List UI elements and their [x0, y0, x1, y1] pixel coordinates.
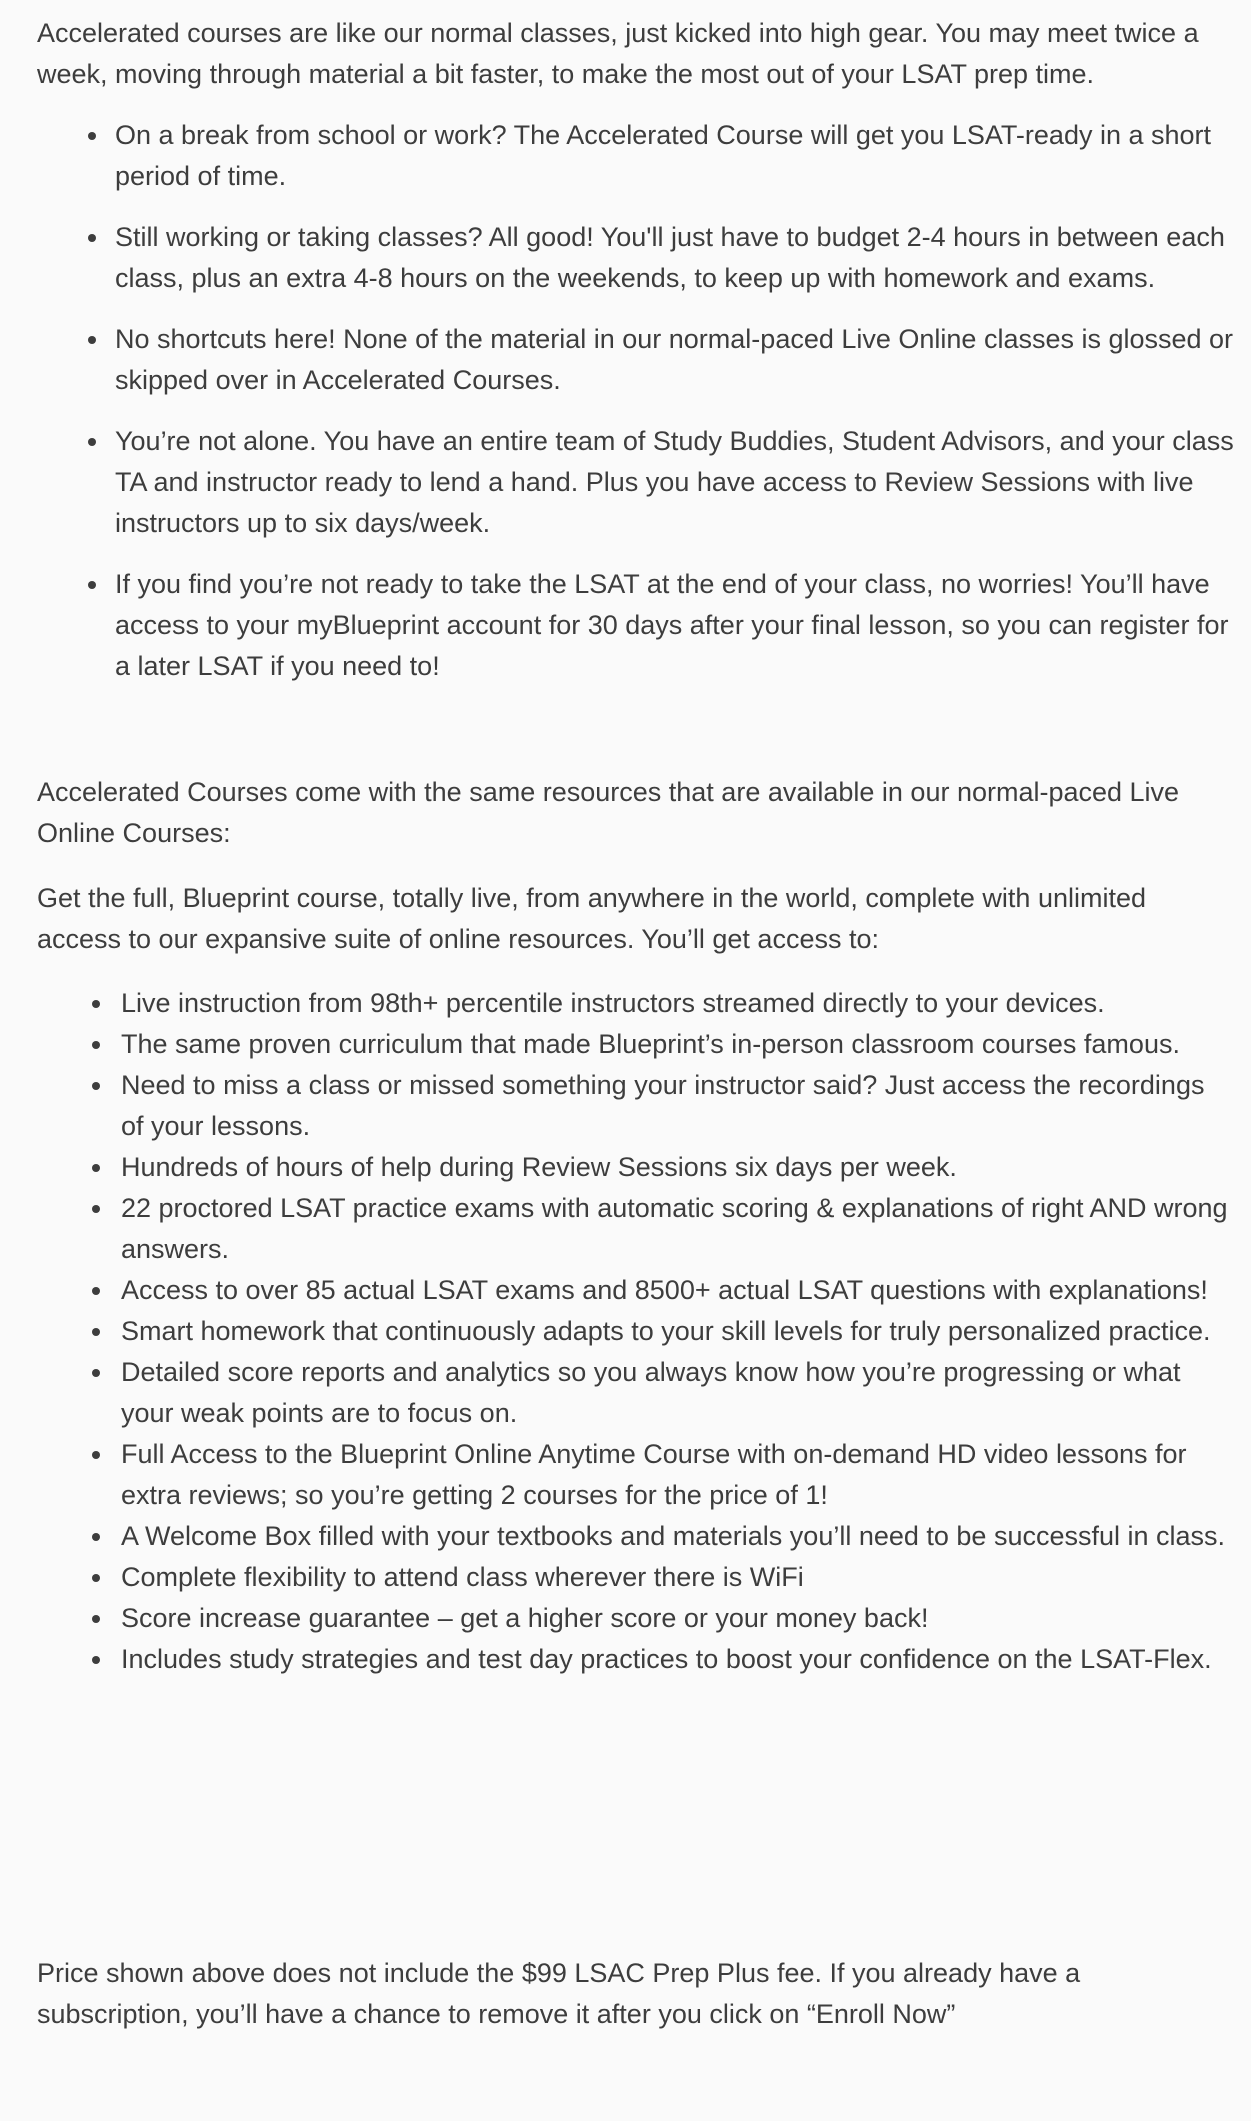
feature-item: A Welcome Box filled with your textbooks and materials you’ll need to be successful in class.	[121, 1516, 1231, 1557]
feature-item: Need to miss a class or missed something your instructor said? Just access the recordings of your lessons.	[121, 1065, 1231, 1147]
feature-item: Includes study strategies and test day practices to boost your confidence on the LSAT-Flex.	[121, 1639, 1231, 1680]
benefits-list	[115, 115, 1235, 707]
feature-item: Smart homework that continuously adapts to your skill levels for truly personalized practice.	[121, 1311, 1231, 1352]
feature-item: Live instruction from 98th+ percentile instructors streamed directly to your devices.	[121, 983, 1231, 1024]
feature-item: The same proven curriculum that made Blueprint’s in-person classroom courses famous.	[121, 1024, 1231, 1065]
feature-item: Score increase guarantee – get a higher score or your money back!	[121, 1598, 1231, 1639]
benefit-item: Still working or taking classes? All good! You'll just have to budget 2-4 hours in between each class, plus an extra 4-8 hours on the weekends, to keep up with homework and exams.	[115, 217, 1235, 299]
feature-item: Full Access to the Blueprint Online Anytime Course with on-demand HD video lessons for extra reviews; so you’re getting 2 courses for the price of 1!	[121, 1434, 1231, 1516]
feature-item: Detailed score reports and analytics so you always know how you’re progressing or what your weak points are to focus on.	[121, 1352, 1231, 1434]
feature-item: Access to over 85 actual LSAT exams and 8500+ actual LSAT questions with explanations!	[121, 1270, 1231, 1311]
resources-paragraph: Accelerated Courses come with the same resources that are available in our normal-paced Live Online Courses:	[37, 777, 1180, 848]
feature-item: 22 proctored LSAT practice exams with automatic scoring & explanations of right AND wrong answers.	[121, 1188, 1231, 1270]
price-note-paragraph: Price shown above does not include the $99 LSAC Prep Plus fee. If you already have a subscription, you’ll have a chance to remove it after you click on “Enroll Now”	[37, 1958, 1081, 2029]
benefit-item: If you find you’re not ready to take the LSAT at the end of your class, no worries! You’ll have access to your myBlueprint account for 30 days after your final lesson, so you can register for a later LSAT if you need to!	[115, 564, 1235, 687]
feature-item: Hundreds of hours of help during Review Sessions six days per week.	[121, 1147, 1231, 1188]
intro-paragraph: Accelerated courses are like our normal classes, just kicked into high gear. You may meet twice a week, moving through material a bit faster, to make the most out of your LSAT prep time.	[37, 18, 1199, 89]
benefit-item: On a break from school or work? The Accelerated Course will get you LSAT-ready in a short period of time.	[115, 115, 1235, 197]
feature-item: Complete flexibility to attend class wherever there is WiFi	[121, 1557, 1231, 1598]
full-course-paragraph: Get the full, Blueprint course, totally live, from anywhere in the world, complete with unlimited access to our expansive suite of online resources. You’ll get access to:	[37, 883, 1147, 954]
features-list	[121, 983, 1231, 1680]
benefit-item: You’re not alone. You have an entire team of Study Buddies, Student Advisors, and your class TA and instructor ready to lend a hand. Plus you have access to Review Sessions with live instructors up to six days/week.	[115, 421, 1235, 544]
benefit-item: No shortcuts here! None of the material in our normal-paced Live Online classes is glossed or skipped over in Accelerated Courses.	[115, 319, 1235, 401]
